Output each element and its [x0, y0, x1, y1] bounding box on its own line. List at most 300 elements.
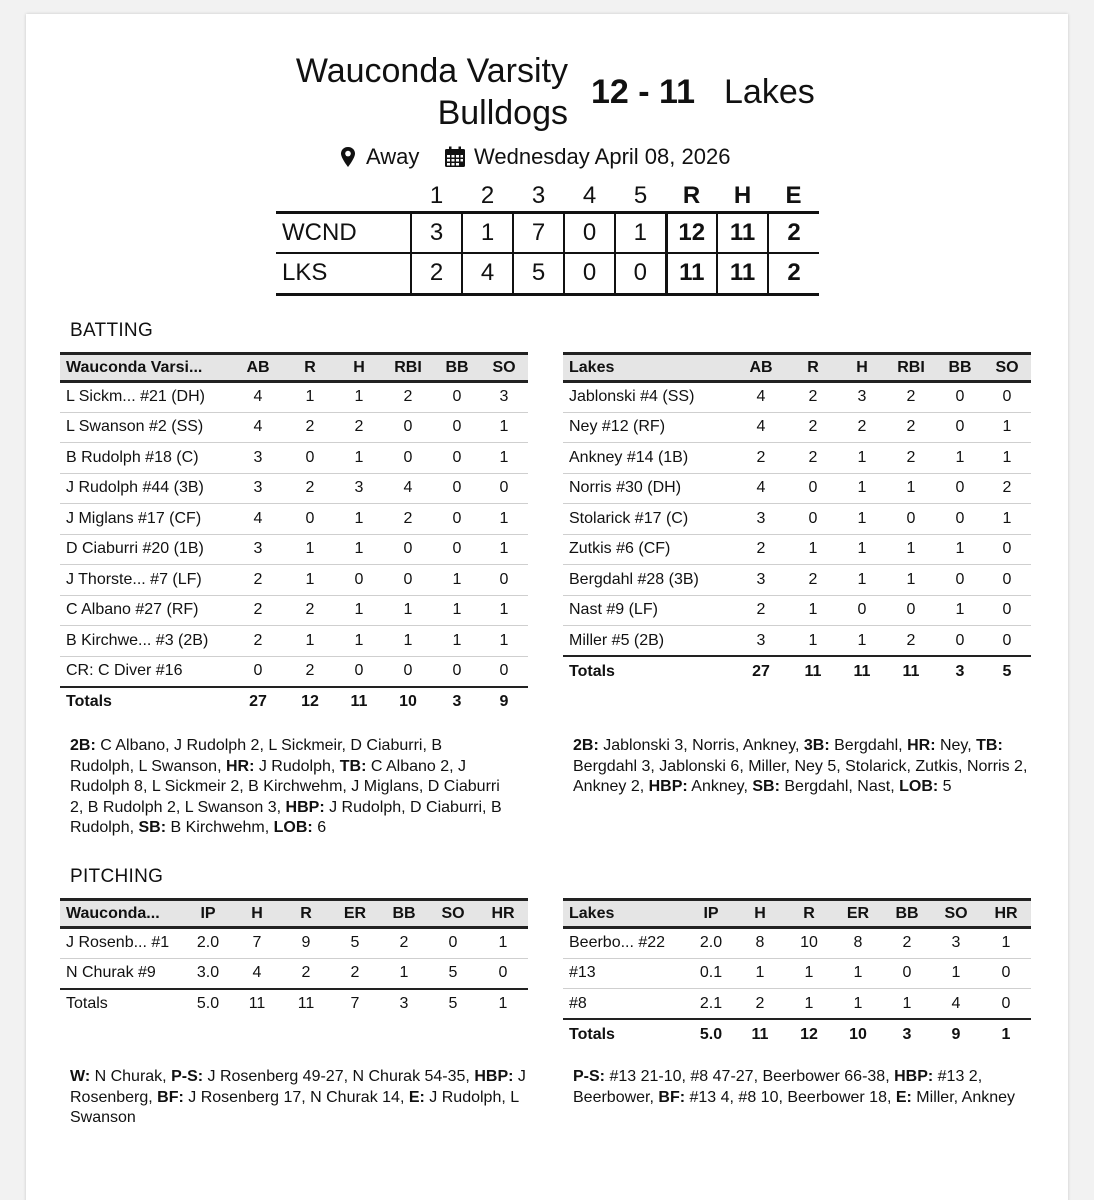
stat-value: 0 [354, 662, 364, 679]
stat-value: 1 [1002, 509, 1012, 527]
stat-value: 0 [1001, 994, 1011, 1012]
note-text: N Churak, [90, 1068, 172, 1085]
pitching-section-title: PITCHING [70, 866, 164, 887]
totals-value: 27 [249, 693, 267, 711]
stat-column-header: R [807, 358, 819, 376]
note-label: HBP: [648, 778, 688, 795]
stat-value: 1 [354, 540, 364, 558]
stat-column-header: HR [994, 904, 1018, 922]
table-row [60, 443, 528, 474]
stat-value: 2 [902, 934, 912, 952]
player-name: Zutkis #6 (CF) [569, 540, 671, 558]
stat-value: 1 [403, 631, 413, 649]
stat-value: 1 [902, 994, 912, 1012]
stat-value: 4 [756, 388, 766, 406]
stat-value: 4 [253, 388, 263, 406]
note-label: LOB: [899, 778, 939, 795]
player-name: C Albano #27 (RF) [66, 601, 199, 619]
stat-value: 0.1 [699, 964, 723, 982]
totals-value: 3 [955, 662, 965, 680]
stat-value: 3 [253, 479, 263, 497]
player-name: Stolarick #17 (C) [569, 509, 689, 527]
inning-score: 0 [564, 212, 615, 253]
hits-header: H [733, 182, 752, 210]
line-score-row [276, 253, 819, 294]
stat-value: 1 [804, 964, 814, 982]
stat-value: 2 [906, 631, 916, 649]
errors-header: E [785, 182, 802, 210]
stat-value: 1 [955, 601, 965, 619]
stat-value: 1 [305, 631, 315, 649]
stat-value: 0 [452, 388, 462, 406]
player-name: Jablonski #4 (SS) [569, 388, 695, 406]
totals-row [60, 989, 528, 1020]
stat-column-header: IP [200, 904, 216, 922]
pitching-notes-away [573, 1067, 1043, 1108]
team-column-header: Lakes [569, 358, 615, 376]
stat-value: 1 [354, 509, 364, 527]
stat-value: 2 [305, 662, 315, 679]
stat-value: 1 [354, 448, 364, 466]
home-team-name: Wauconda Varsity Bulldogs [295, 52, 568, 132]
table-row [563, 412, 1031, 443]
stat-value: 5 [448, 964, 458, 981]
stat-value: 10 [800, 934, 818, 952]
stat-value: 2 [857, 418, 867, 436]
stat-value: 1 [399, 964, 409, 981]
stat-value: 0 [452, 479, 462, 497]
stat-value: 1 [857, 540, 867, 558]
stat-value: 0 [1002, 388, 1012, 406]
player-name: L Sickm... #21 (DH) [66, 388, 205, 406]
player-name: #8 [569, 994, 587, 1012]
stat-value: 0 [448, 934, 458, 952]
stat-value: 0 [857, 601, 867, 619]
stat-column-header: BB [948, 358, 972, 376]
stat-value: 1 [354, 601, 364, 619]
stat-column-header: ER [343, 904, 367, 922]
inning-header: 3 [531, 182, 546, 210]
inning-score: 3 [411, 212, 462, 253]
inning-score: 0 [615, 253, 666, 294]
runs-total: 12 [666, 212, 717, 253]
note-label: 2B: [573, 737, 599, 754]
stat-value: 0 [1002, 631, 1012, 649]
location [340, 142, 419, 172]
line-score-table [276, 182, 819, 296]
table-row [60, 473, 528, 504]
totals-value: 3 [399, 995, 409, 1013]
table-row [563, 473, 1031, 504]
inning-score: 4 [462, 253, 513, 294]
note-text: Jablonski 3, Norris, Ankney, [598, 737, 804, 754]
stat-value: 2 [808, 570, 818, 588]
inning-score: 5 [513, 253, 564, 294]
note-label: TB: [976, 737, 1003, 754]
stat-value: 0 [253, 662, 263, 679]
stat-value: 3.0 [196, 964, 220, 981]
stat-value: 1 [305, 540, 315, 558]
note-label: SB: [138, 819, 167, 836]
stat-value: 2 [1002, 479, 1012, 497]
note-label: HR: [225, 757, 255, 775]
player-name: Ney #12 (RF) [569, 418, 666, 436]
stat-column-header: R [300, 904, 312, 922]
stat-value: 0 [1001, 964, 1011, 982]
note-label: BF: [157, 1088, 184, 1106]
stat-value: 2 [756, 448, 766, 466]
player-name: Nast #9 (LF) [569, 601, 658, 619]
table-row [60, 928, 528, 959]
totals-value: 9 [499, 693, 509, 711]
totals-value: 9 [951, 1025, 961, 1043]
stat-column-header: BB [895, 904, 919, 922]
stat-value: 0 [1002, 540, 1012, 558]
stat-value: 2 [305, 479, 315, 497]
stat-value: 2 [305, 601, 315, 619]
stat-value: 8 [853, 934, 863, 952]
totals-value: 11 [853, 662, 871, 680]
note-label: HR: [907, 737, 936, 754]
errors-total: 2 [768, 212, 819, 253]
stat-value: 1 [499, 540, 509, 558]
stat-value: 1 [804, 994, 814, 1012]
player-name: N Churak #9 [66, 964, 156, 981]
note-text: Bergdahl 3, Jablonski 6, Miller, Ney 5, Stolarick, Zutkis, Norris 2, Ankney 2, [573, 757, 1028, 795]
stat-value: 1 [808, 631, 818, 649]
note-text: 6 [312, 819, 327, 836]
stat-value: 5 [350, 934, 360, 952]
note-text: J Rosenberg, [70, 1068, 526, 1106]
stat-value: 0 [452, 448, 462, 466]
stat-value: 1 [857, 631, 867, 649]
stat-value: 2 [253, 631, 263, 649]
stat-value: 0 [955, 388, 965, 406]
note-text: J Rosenberg 49-27, N Churak 54-35, [203, 1068, 475, 1085]
totals-value: 11 [248, 995, 266, 1013]
stat-value: 8 [755, 934, 765, 952]
totals-value: 5.0 [196, 995, 220, 1013]
table-row [60, 534, 528, 565]
stat-column-header: ER [846, 904, 870, 922]
totals-value: 11 [350, 693, 368, 711]
stat-value: 2 [399, 934, 409, 952]
stat-value: 0 [499, 662, 509, 679]
stat-value: 1 [853, 964, 863, 982]
player-name: L Swanson #2 (SS) [66, 418, 204, 436]
stat-value: 0 [906, 509, 916, 527]
line-score-header [276, 182, 819, 212]
stat-value: 1 [853, 994, 863, 1012]
note-text: J Rudolph, L Swanson [70, 1088, 519, 1126]
inning-score: 1 [462, 212, 513, 253]
player-name: Miller #5 (2B) [569, 631, 665, 649]
player-name: B Kirchwe... #3 (2B) [66, 631, 209, 649]
table-row [563, 626, 1031, 657]
note-label: E: [895, 1088, 912, 1106]
away-team-name: Lakes [724, 73, 815, 111]
table-row [563, 443, 1031, 474]
stat-value: 2 [403, 388, 413, 406]
totals-row [563, 656, 1031, 687]
errors-total: 2 [768, 253, 819, 294]
stat-value: 0 [499, 570, 509, 588]
game-header [26, 50, 1068, 150]
stat-value: 1 [906, 570, 916, 588]
table-row [60, 656, 528, 687]
note-label: 3B: [803, 737, 830, 754]
stat-value: 1 [1002, 448, 1012, 466]
hits-total: 11 [717, 253, 768, 294]
stat-value: 4 [253, 418, 263, 436]
player-name: J Rosenb... #1 [66, 934, 170, 952]
stat-value: 1 [305, 570, 315, 588]
totals-value: 12 [800, 1025, 818, 1043]
totals-value: 5 [1002, 662, 1012, 680]
stat-value: 0 [403, 570, 413, 588]
stat-value: 2 [350, 964, 360, 981]
stat-value: 4 [252, 964, 262, 981]
stat-value: 1 [906, 479, 916, 497]
stat-value: 2.0 [196, 934, 220, 952]
note-text: Bergdahl, [829, 737, 908, 754]
stat-value: 1 [857, 570, 867, 588]
stat-value: 3 [857, 388, 867, 406]
team-abbr: LKS [282, 259, 328, 287]
stat-value: 2 [403, 509, 413, 527]
stat-value: 0 [955, 570, 965, 588]
note-label: HBP: [474, 1068, 514, 1085]
stat-value: 1 [498, 934, 508, 952]
stat-value: 0 [902, 964, 912, 982]
stat-value: 3 [951, 934, 961, 952]
table-row [563, 382, 1031, 413]
stat-value: 2 [354, 418, 364, 436]
pitching-table-away [563, 898, 1031, 1050]
table-row [563, 504, 1031, 535]
note-text: 5 [938, 778, 952, 795]
note-label: HBP: [894, 1068, 934, 1085]
totals-value: 3 [452, 693, 462, 711]
totals-value: 27 [752, 662, 770, 680]
stat-column-header: H [353, 358, 365, 376]
stat-value: 1 [354, 388, 364, 406]
team-column-header: Wauconda... [66, 904, 160, 922]
date-text: Wednesday April 08, 2026 [474, 144, 731, 169]
game-date [444, 142, 730, 172]
stat-value: 2 [906, 388, 916, 406]
player-name: CR: C Diver #16 [66, 662, 183, 679]
totals-value: 11 [902, 662, 920, 680]
stat-value: 2 [808, 448, 818, 466]
note-text: B Kirchwehm, [166, 819, 274, 836]
inning-header: 4 [582, 182, 597, 210]
stat-value: 1 [499, 418, 509, 436]
stat-value: 4 [253, 509, 263, 527]
location-text: Away [366, 144, 420, 169]
totals-value: 11 [297, 995, 315, 1013]
table-row [60, 382, 528, 413]
stat-value: 0 [452, 509, 462, 527]
stat-column-header: BB [445, 358, 469, 376]
note-text: Ney, [935, 737, 977, 754]
stat-value: 1 [499, 631, 509, 649]
table-row [563, 989, 1031, 1020]
stat-value: 1 [808, 540, 818, 558]
stat-value: 0 [403, 662, 413, 679]
table-row [60, 595, 528, 626]
table-row [563, 958, 1031, 989]
totals-label: Totals [66, 995, 108, 1013]
final-score: 12 - 11 [591, 73, 695, 111]
stat-value: 1 [354, 631, 364, 649]
batting-table-home [60, 352, 528, 717]
note-text: Ankney, [687, 778, 753, 795]
inning-score: 2 [411, 253, 462, 294]
totals-label: Totals [569, 1025, 615, 1043]
batting-table-away [563, 352, 1031, 687]
stat-value: 0 [354, 570, 364, 588]
stat-value: 1 [951, 964, 961, 982]
stat-value: 0 [1002, 570, 1012, 588]
totals-value: 11 [804, 662, 822, 680]
stat-value: 0 [305, 448, 315, 466]
stat-column-header: BB [392, 904, 416, 922]
totals-row [563, 1019, 1031, 1050]
table-header-row [563, 900, 1031, 928]
runs-total: 11 [666, 253, 717, 294]
stat-value: 2.1 [699, 994, 723, 1012]
player-name: J Thorste... #7 (LF) [66, 570, 202, 588]
stat-value: 1 [452, 601, 462, 619]
stat-value: 1 [499, 509, 509, 527]
stat-value: 0 [498, 964, 508, 981]
stat-value: 2 [253, 601, 263, 619]
map-pin-icon [340, 146, 356, 168]
stat-value: 0 [906, 601, 916, 619]
player-name: Norris #30 (DH) [569, 479, 682, 497]
note-label: P-S: [171, 1068, 204, 1085]
stat-value: 7 [252, 934, 262, 952]
stat-value: 2 [305, 418, 315, 436]
batting-notes-home [70, 736, 510, 839]
team-column-header: Wauconda Varsi... [66, 358, 203, 376]
stat-value: 2 [755, 994, 765, 1012]
calendar-icon [444, 146, 466, 168]
stat-value: 2 [906, 448, 916, 466]
batting-notes-away [573, 736, 1043, 798]
stat-value: 4 [756, 479, 766, 497]
player-name: Ankney #14 (1B) [569, 448, 689, 466]
stat-value: 3 [354, 479, 364, 497]
stat-column-header: RBI [394, 358, 422, 376]
stat-column-header: SO [944, 904, 968, 922]
stat-value: 1 [1002, 418, 1012, 436]
inning-score: 1 [615, 212, 666, 253]
stat-value: 0 [452, 418, 462, 436]
player-name: #13 [569, 964, 596, 982]
stat-value: 2 [756, 601, 766, 619]
table-row [60, 412, 528, 443]
stat-value: 1 [452, 631, 462, 649]
stat-value: 1 [499, 601, 509, 619]
stat-column-header: IP [703, 904, 719, 922]
stat-value: 4 [951, 994, 961, 1012]
stat-value: 0 [808, 479, 818, 497]
note-text: C Albano 2, J Rudolph 8, L Sickmeir 2, B Kirchwehm, J Miglans, D Ciaburri 2, B Rudolph 2, L Swanson 3, [70, 757, 500, 816]
runs-header: R [682, 182, 701, 210]
note-text: Bergdahl, Nast, [779, 778, 900, 795]
totals-value: 1 [498, 995, 508, 1013]
stat-value: 1 [857, 479, 867, 497]
player-name: J Miglans #17 (CF) [66, 509, 202, 527]
stat-column-header: RBI [897, 358, 925, 376]
stat-value: 0 [403, 448, 413, 466]
note-label: HBP: [285, 798, 325, 816]
stat-value: 0 [955, 479, 965, 497]
inning-header: 2 [480, 182, 495, 210]
stat-value: 0 [452, 662, 462, 679]
stat-value: 3 [756, 631, 766, 649]
player-name: D Ciaburri #20 (1B) [66, 540, 204, 558]
totals-label: Totals [66, 693, 112, 711]
table-row [563, 565, 1031, 596]
stat-column-header: H [856, 358, 868, 376]
team-column-header: Lakes [569, 904, 615, 922]
table-row [60, 504, 528, 535]
stat-value: 1 [955, 448, 965, 466]
stat-value: 0 [808, 509, 818, 527]
totals-value: 5 [448, 995, 458, 1013]
player-name: J Rudolph #44 (3B) [66, 479, 204, 497]
stat-value: 1 [857, 509, 867, 527]
team-abbr: WCND [282, 218, 357, 246]
stat-column-header: H [754, 904, 766, 922]
inning-score: 7 [513, 212, 564, 253]
table-row [60, 565, 528, 596]
totals-value: 11 [751, 1025, 769, 1043]
inning-header: 1 [429, 182, 444, 210]
table-header-row [60, 354, 528, 382]
stat-value: 1 [1001, 934, 1011, 952]
stat-value: 4 [756, 418, 766, 436]
table-header-row [60, 900, 528, 928]
totals-value: 12 [301, 693, 319, 711]
stat-value: 2 [301, 964, 311, 981]
stat-value: 0 [499, 479, 509, 497]
stat-value: 2 [808, 388, 818, 406]
note-label: 2B: [70, 737, 96, 754]
pitching-notes-home [70, 1067, 540, 1129]
stat-column-header: SO [492, 358, 516, 376]
note-label: TB: [339, 757, 367, 775]
note-text: C Albano, J Rudolph 2, L Sickmeir, D Ciaburri, B Rudolph, L Swanson, [70, 737, 443, 775]
totals-label: Totals [569, 662, 615, 680]
note-text: #13 4, #8 10, Beerbower 18, [685, 1088, 896, 1106]
note-label: SB: [752, 778, 780, 795]
inning-score: 0 [564, 253, 615, 294]
note-text: J Rosenberg 17, N Churak 14, [183, 1088, 409, 1106]
stat-value: 0 [955, 631, 965, 649]
note-label: E: [408, 1088, 425, 1106]
stat-column-header: SO [441, 904, 465, 922]
player-name: Beerbo... #22 [569, 934, 666, 952]
stat-column-header: AB [749, 358, 773, 376]
table-row [563, 534, 1031, 565]
stat-value: 2 [756, 540, 766, 558]
note-text: J Rudolph, D Ciaburri, B Rudolph, [70, 798, 502, 836]
stat-value: 4 [403, 479, 413, 497]
